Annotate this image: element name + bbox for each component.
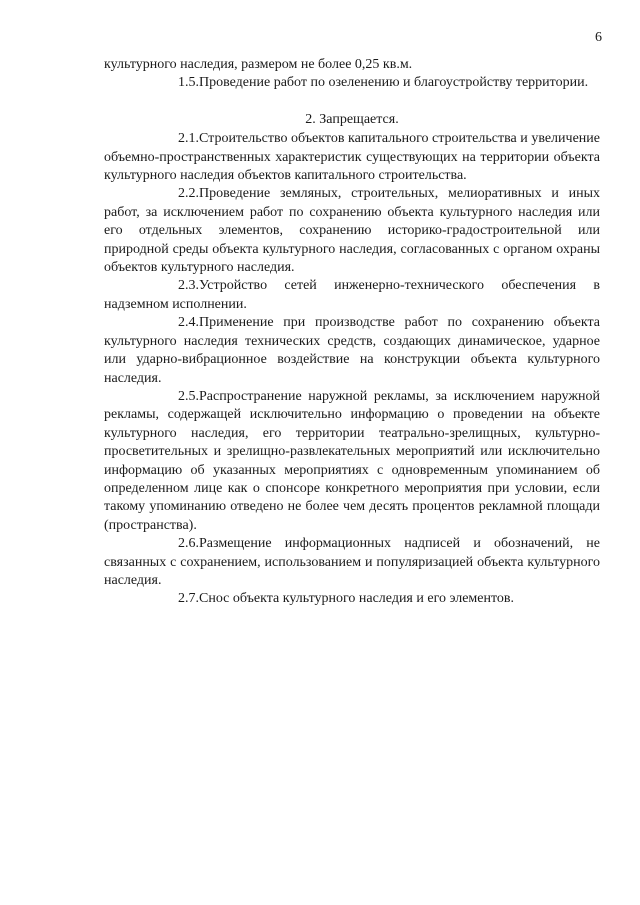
item-2-3: [104, 277, 600, 314]
item-number: 2.6.: [178, 536, 199, 552]
item-number: 2.4.: [178, 315, 199, 331]
item-text: Размещение информационных надписей и обозначений, не связанных с сохранением, использованием и популяризацией объекта культурного наследия.: [104, 536, 600, 588]
item-number: 2.2.: [178, 186, 199, 202]
item-number: 1.5.: [178, 75, 199, 91]
item-2-7: [104, 590, 600, 608]
item-number: 2.5.: [178, 388, 199, 404]
item-text: Строительство объектов капитального строительства и увеличение объемно-пространственных характеристик существующих на территории объекта культурного наследия объектов капитального строительства.: [104, 131, 600, 184]
item-1-5: [104, 74, 600, 92]
item-2-1: [104, 130, 600, 185]
item-number: 2.1.: [178, 131, 199, 147]
item-text: Распространение наружной рекламы, за исключением наружной рекламы, содержащей исключительно информацию о проведении на объекте культурного наследия, его территории театрально-зрелищных, культурно-просветительных и зрелищно-развлекательных мероприятий или исключительно информацию об указанных мероприятиях с одновременным упоминанием об определенном лице как о спонсоре конкретного мероприятия при условии, если такому упоминанию отведено не более чем десять процентов рекламной площади (пространства).: [104, 388, 600, 533]
item-2-4: [104, 314, 600, 388]
item-text: Проведение работ по озеленению и благоустройству территории.: [199, 75, 589, 91]
item-text: Устройство сетей инженерно-технического обеспечения в надземном исполнении.: [104, 278, 600, 312]
item-2-5: [104, 388, 600, 535]
item-2-6: [104, 535, 600, 590]
item-number: 2.7.: [178, 591, 199, 607]
item-2-2: [104, 185, 600, 277]
item-text: Применение при производстве работ по сохранению объекта культурного наследия технических средств, создающих динамическое, ударное или ударно-вибрационное воздействие на конструкции объекта культурного наследия.: [104, 315, 600, 386]
item-number: 2.3.: [178, 278, 199, 294]
section-heading: 2. Запрещается.: [305, 111, 399, 127]
document-body: [104, 56, 600, 609]
continuation-text: культурного наследия, размером не более 0,25 кв.м.: [104, 57, 413, 72]
page-number: 6: [595, 30, 602, 45]
item-text: Проведение земляных, строительных, мелиоративных и иных работ, за исключением работ по сохранению объекта культурного наследия или его отдельных элементов, сохранению историко-градостроительной или природной среды объекта культурного наследия, согласованных с органом охраны объектов культурного наследия.: [104, 186, 600, 276]
item-text: Снос объекта культурного наследия и его элементов.: [199, 591, 515, 607]
